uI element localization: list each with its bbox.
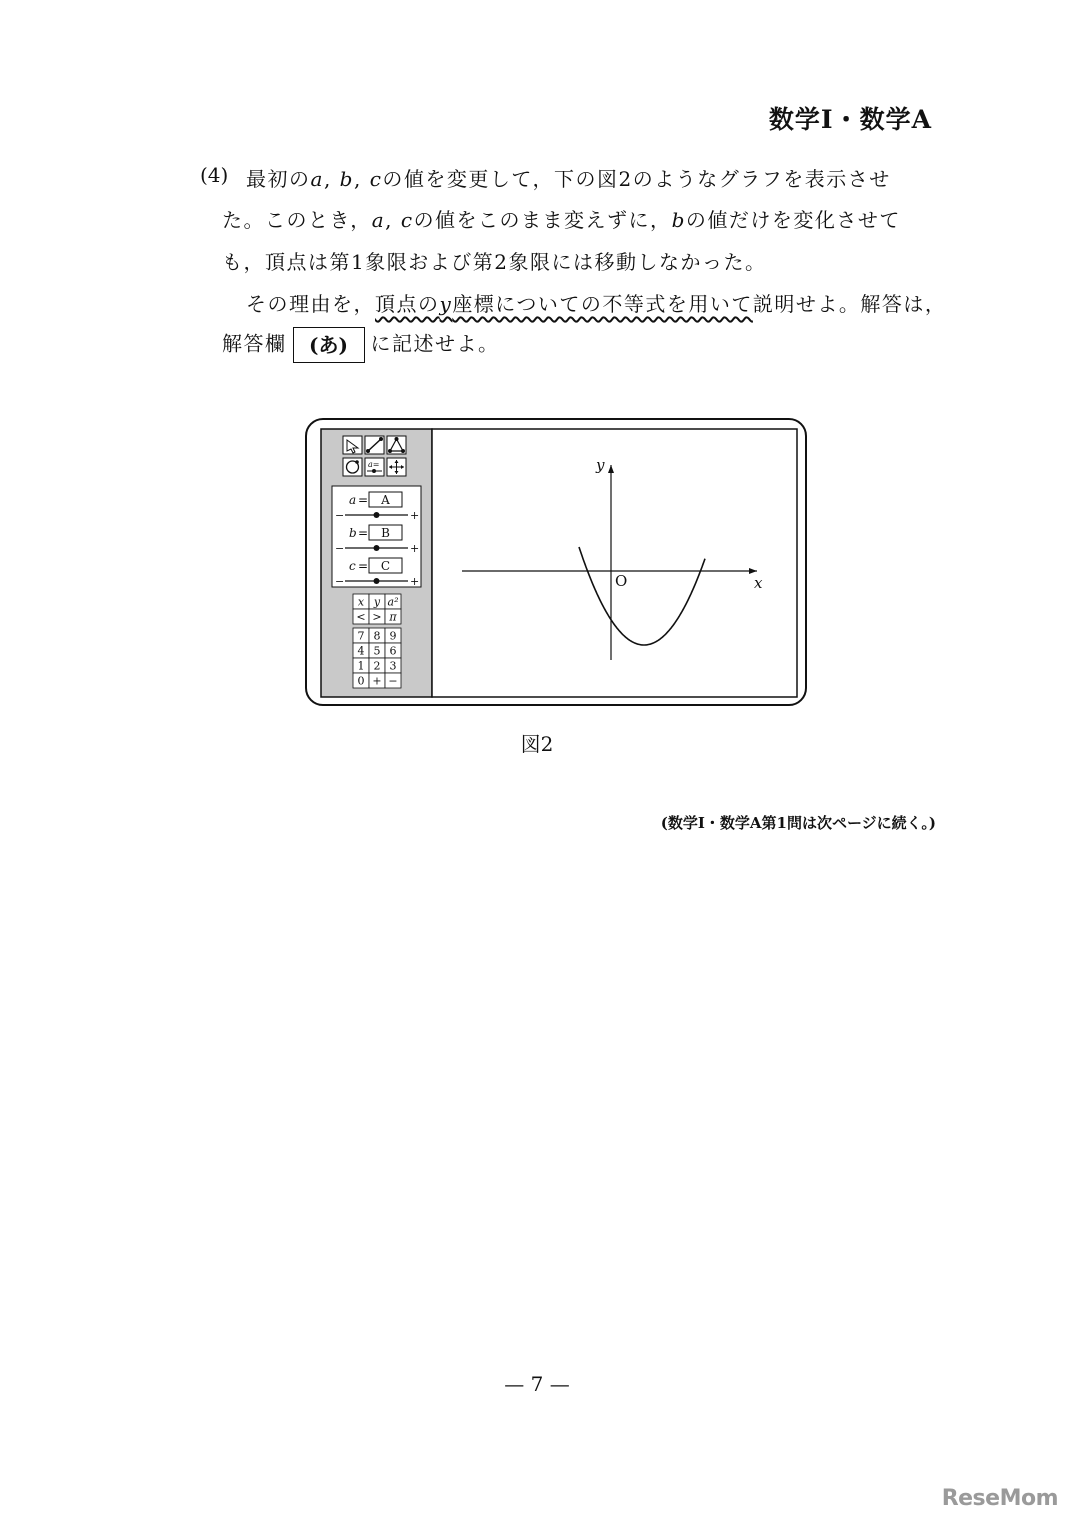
keypad-key[interactable] <box>353 673 369 688</box>
move-icon[interactable] <box>387 458 406 476</box>
slider-eq: = <box>358 526 369 540</box>
slider-var-label: a <box>349 493 357 507</box>
slider-minus: − <box>335 509 345 522</box>
keypad-key-label: 4 <box>357 644 365 658</box>
keypad-key-label: 2 <box>373 659 381 673</box>
symbol-key[interactable] <box>385 594 401 609</box>
keypad-key[interactable] <box>385 643 401 658</box>
symbol-key-label: a² <box>387 595 399 609</box>
graph-area <box>432 429 797 697</box>
keypad-key[interactable] <box>369 673 385 688</box>
origin-label: O <box>615 572 628 590</box>
symbol-keys <box>353 594 401 624</box>
question-line-3: も，頂点は第1象限および第2象限には移動しなかった。 <box>222 250 767 274</box>
keypad-key[interactable] <box>385 628 401 643</box>
pointer-icon[interactable] <box>343 436 362 454</box>
keypad-key[interactable] <box>385 658 401 673</box>
geometry-app-screen <box>307 420 804 703</box>
keypad-key-label: 0 <box>357 674 365 688</box>
slider-value-text: A <box>381 493 390 507</box>
figure-caption: 図2 <box>520 732 554 756</box>
symbol-key[interactable] <box>353 609 369 624</box>
keypad-key[interactable] <box>369 658 385 673</box>
keypad-key-label: + <box>372 674 382 688</box>
symbol-key-label: y <box>373 595 381 609</box>
figure-2-screen <box>305 418 807 706</box>
slider-var-label: b <box>349 526 357 540</box>
keypad-key-label: 1 <box>357 659 365 673</box>
keypad-key[interactable] <box>385 673 401 688</box>
slider-minus: − <box>335 575 345 588</box>
symbol-key-label: < <box>356 610 366 624</box>
slider-value-text: B <box>381 526 390 540</box>
symbol-key[interactable] <box>369 594 385 609</box>
keypad-key[interactable] <box>353 643 369 658</box>
keypad-key-label: − <box>388 674 398 688</box>
slider-var-label: c <box>349 559 356 573</box>
question-number: (4) <box>200 163 229 187</box>
page-title: 数学Ⅰ・数学A <box>768 105 932 134</box>
wavy-underlined-phrase: 頂点のy座標についての不等式を用いて <box>375 292 753 316</box>
slider-knob <box>374 578 380 584</box>
slider-eq: = <box>358 493 369 507</box>
y-axis-label: y <box>596 456 605 474</box>
question-line-1: 最初のa, b, cの値を変更して，下の図2のようなグラフを表示させ <box>246 167 891 191</box>
question-line-5: 解答欄 (あ) に記述せよ。 <box>222 327 500 363</box>
symbol-key[interactable] <box>385 609 401 624</box>
keypad-key-label: 7 <box>357 629 365 643</box>
keypad-key[interactable] <box>369 643 385 658</box>
keypad-key[interactable] <box>369 628 385 643</box>
continued-note: (数学Ⅰ・数学A第1問は次ページに続く。) <box>660 814 936 832</box>
circle-icon[interactable] <box>343 458 362 476</box>
slider-eq: = <box>358 559 369 573</box>
symbol-key[interactable] <box>353 594 369 609</box>
triangle-icon[interactable] <box>387 436 406 454</box>
slider-icon-text: a= <box>368 460 380 469</box>
keypad-key-label: 8 <box>373 629 381 643</box>
symbol-key-label: > <box>372 610 382 624</box>
slider-knob <box>374 512 380 518</box>
question-line-4: その理由を，頂点のy座標についての不等式を用いて説明せよ。解答は， <box>246 292 947 316</box>
number-keypad <box>353 628 401 688</box>
symbol-key[interactable] <box>369 609 385 624</box>
slider-plus: + <box>410 542 420 555</box>
keypad-key-label: 3 <box>389 659 397 673</box>
slider-plus: + <box>410 575 420 588</box>
slider-value-text: C <box>380 559 391 573</box>
watermark-logo: ReseMom <box>941 1486 1058 1511</box>
question-line-2: た。このとき，a, cの値をこのまま変えずに，bの値だけを変化させて <box>222 208 901 232</box>
slider-knob <box>374 545 380 551</box>
keypad-key-label: 9 <box>389 629 397 643</box>
x-axis-label: x <box>754 574 763 592</box>
line-segment-icon[interactable] <box>365 436 384 454</box>
symbol-key-label: π <box>389 610 397 624</box>
symbol-key-label: x <box>357 595 365 609</box>
keypad-key-label: 6 <box>389 644 397 658</box>
answer-box-a: (あ) <box>293 327 365 363</box>
slider-icon[interactable] <box>365 458 384 476</box>
keypad-key-label: 5 <box>373 644 381 658</box>
keypad-key[interactable] <box>353 658 369 673</box>
page-number: — 7 — <box>504 1372 570 1396</box>
keypad-key[interactable] <box>353 628 369 643</box>
slider-minus: − <box>335 542 345 555</box>
slider-plus: + <box>410 509 420 522</box>
